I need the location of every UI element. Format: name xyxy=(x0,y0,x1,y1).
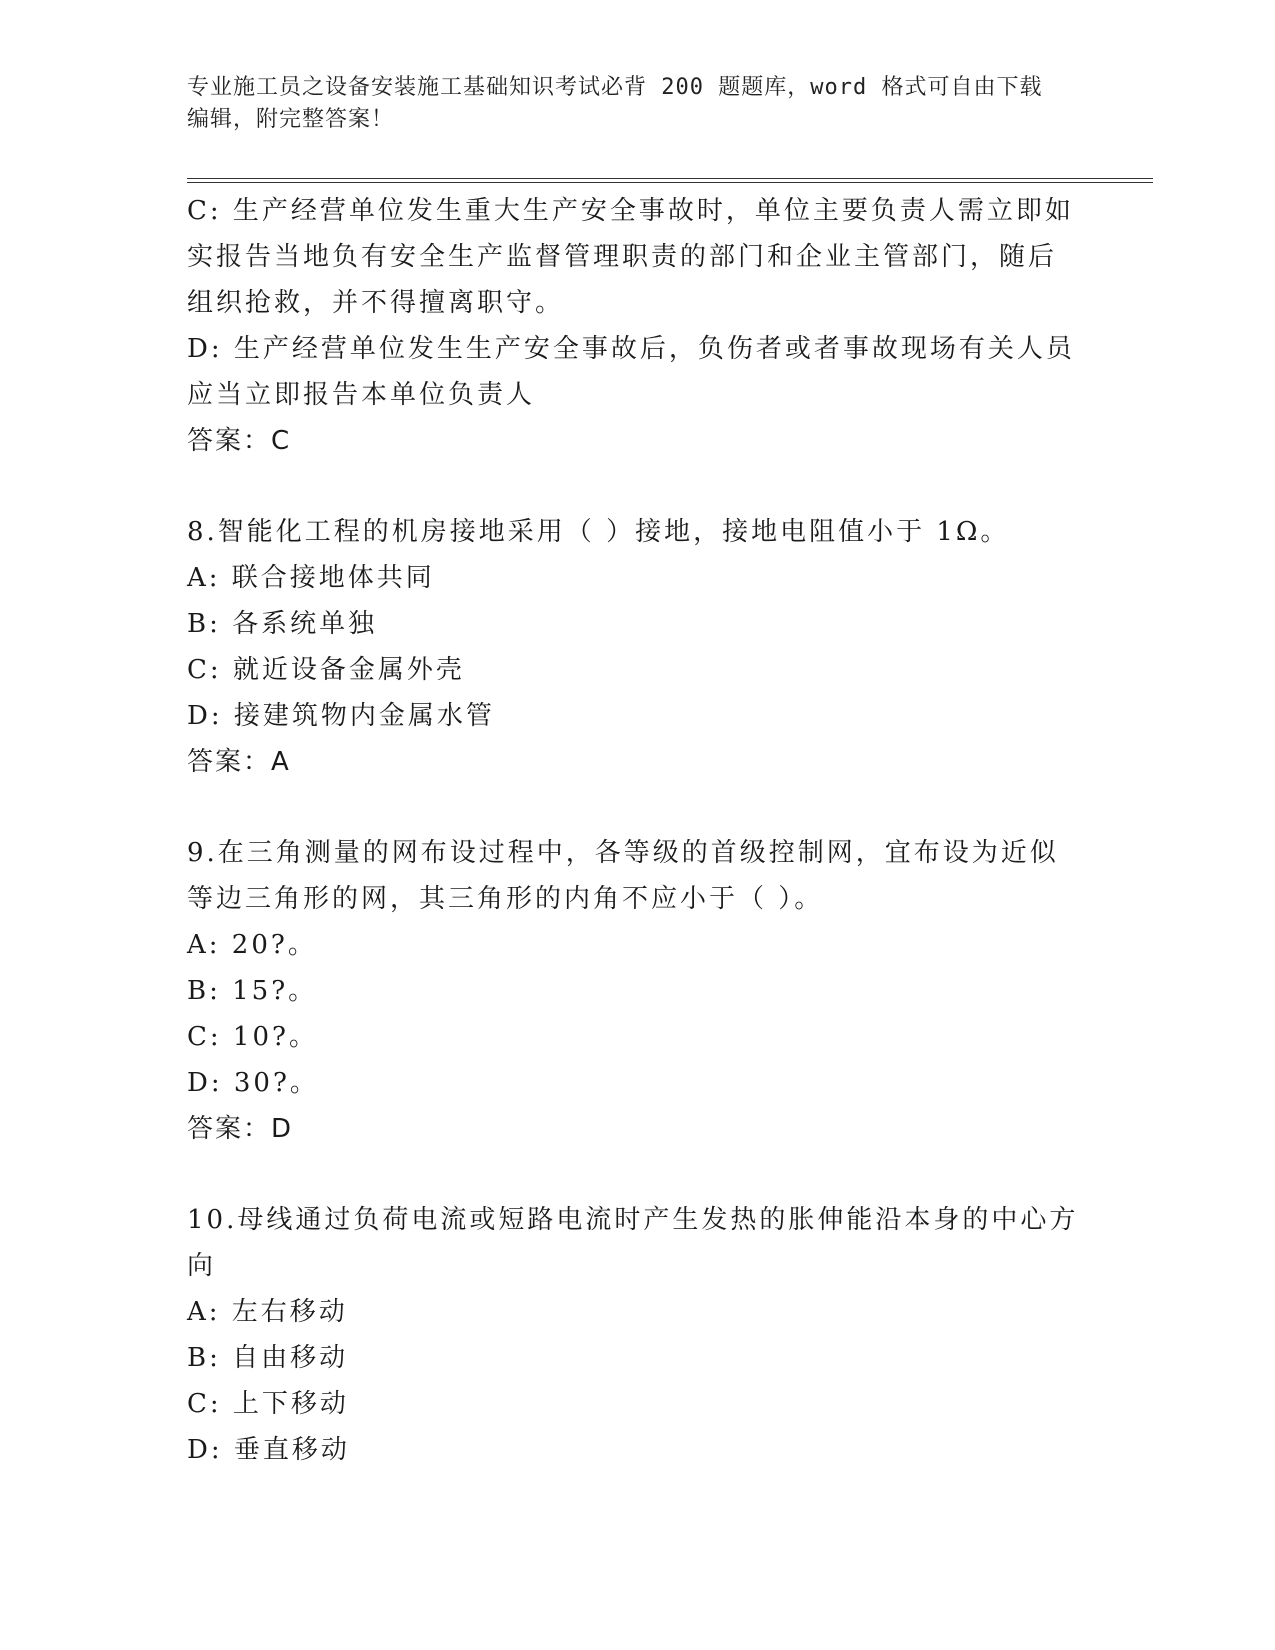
q9-answer: 答案：D xyxy=(187,1114,294,1144)
q10-question-text-line-1: 10.母线通过负荷电流或短路电流时产生发热的胀伸能沿本身的中心方 xyxy=(187,1205,1079,1235)
question-10 xyxy=(187,1197,1087,1473)
q9-option-c: C: 10?。 xyxy=(187,1022,318,1052)
q8-question-text: 8.智能化工程的机房接地采用（ ）接地，接地电阻值小于 1Ω。 xyxy=(187,517,1010,547)
question-spacer xyxy=(187,464,1087,509)
q8-option-a: A: 联合接地体共同 xyxy=(187,563,435,593)
q10-option-c: C: 上下移动 xyxy=(187,1389,349,1419)
q10-option-a: A: 左右移动 xyxy=(187,1297,348,1327)
q9-option-b: B: 15?。 xyxy=(187,976,318,1006)
q7-answer: 答案：C xyxy=(187,426,292,456)
question-spacer xyxy=(187,785,1087,830)
q7-option-d-line-2: 应当立即报告本单位负责人 xyxy=(187,380,536,410)
question-content xyxy=(187,188,1087,1473)
page-header xyxy=(187,72,1067,136)
q7-option-c-line-2: 实报告当地负有安全生产监督管理职责的部门和企业主管部门，随后 xyxy=(187,242,1058,272)
q8-option-d: D: 接建筑物内金属水管 xyxy=(187,701,495,731)
question-8 xyxy=(187,509,1087,785)
q8-option-b: B: 各系统单独 xyxy=(187,609,378,639)
header-divider-top xyxy=(187,178,1153,179)
q7-option-c-line-1: C: 生产经营单位发生重大生产安全事故时，单位主要负责人需立即如 xyxy=(187,196,1074,226)
q10-option-b: B: 自由移动 xyxy=(187,1343,349,1373)
header-title-line-2: 编辑，附完整答案！ xyxy=(187,107,395,132)
header-divider-bottom xyxy=(187,182,1153,183)
q9-option-d: D: 30?。 xyxy=(187,1068,319,1098)
question-spacer xyxy=(187,1152,1087,1197)
question-7-tail xyxy=(187,188,1087,464)
question-9 xyxy=(187,830,1087,1152)
q10-question-text-line-2: 向 xyxy=(187,1251,217,1281)
q8-answer: 答案：A xyxy=(187,747,291,777)
q9-question-text-line-1: 9.在三角测量的网布设过程中，各等级的首级控制网，宜布设为近似 xyxy=(187,838,1059,868)
q7-option-d-line-1: D: 生产经营单位发生生产安全事故后，负伤者或者事故现场有关人员 xyxy=(187,334,1075,364)
q9-question-text-line-2: 等边三角形的网，其三角形的内角不应小于（ ）。 xyxy=(187,884,824,914)
q10-option-d: D: 垂直移动 xyxy=(187,1435,350,1465)
header-title-line-1: 专业施工员之设备安装施工基础知识考试必背 200 题题库，word 格式可自由下载 xyxy=(187,75,1043,100)
q8-option-c: C: 就近设备金属外壳 xyxy=(187,655,465,685)
q9-option-a: A: 20?。 xyxy=(187,930,317,960)
q7-option-c-line-3: 组织抢救，并不得擅离职守。 xyxy=(187,288,565,318)
